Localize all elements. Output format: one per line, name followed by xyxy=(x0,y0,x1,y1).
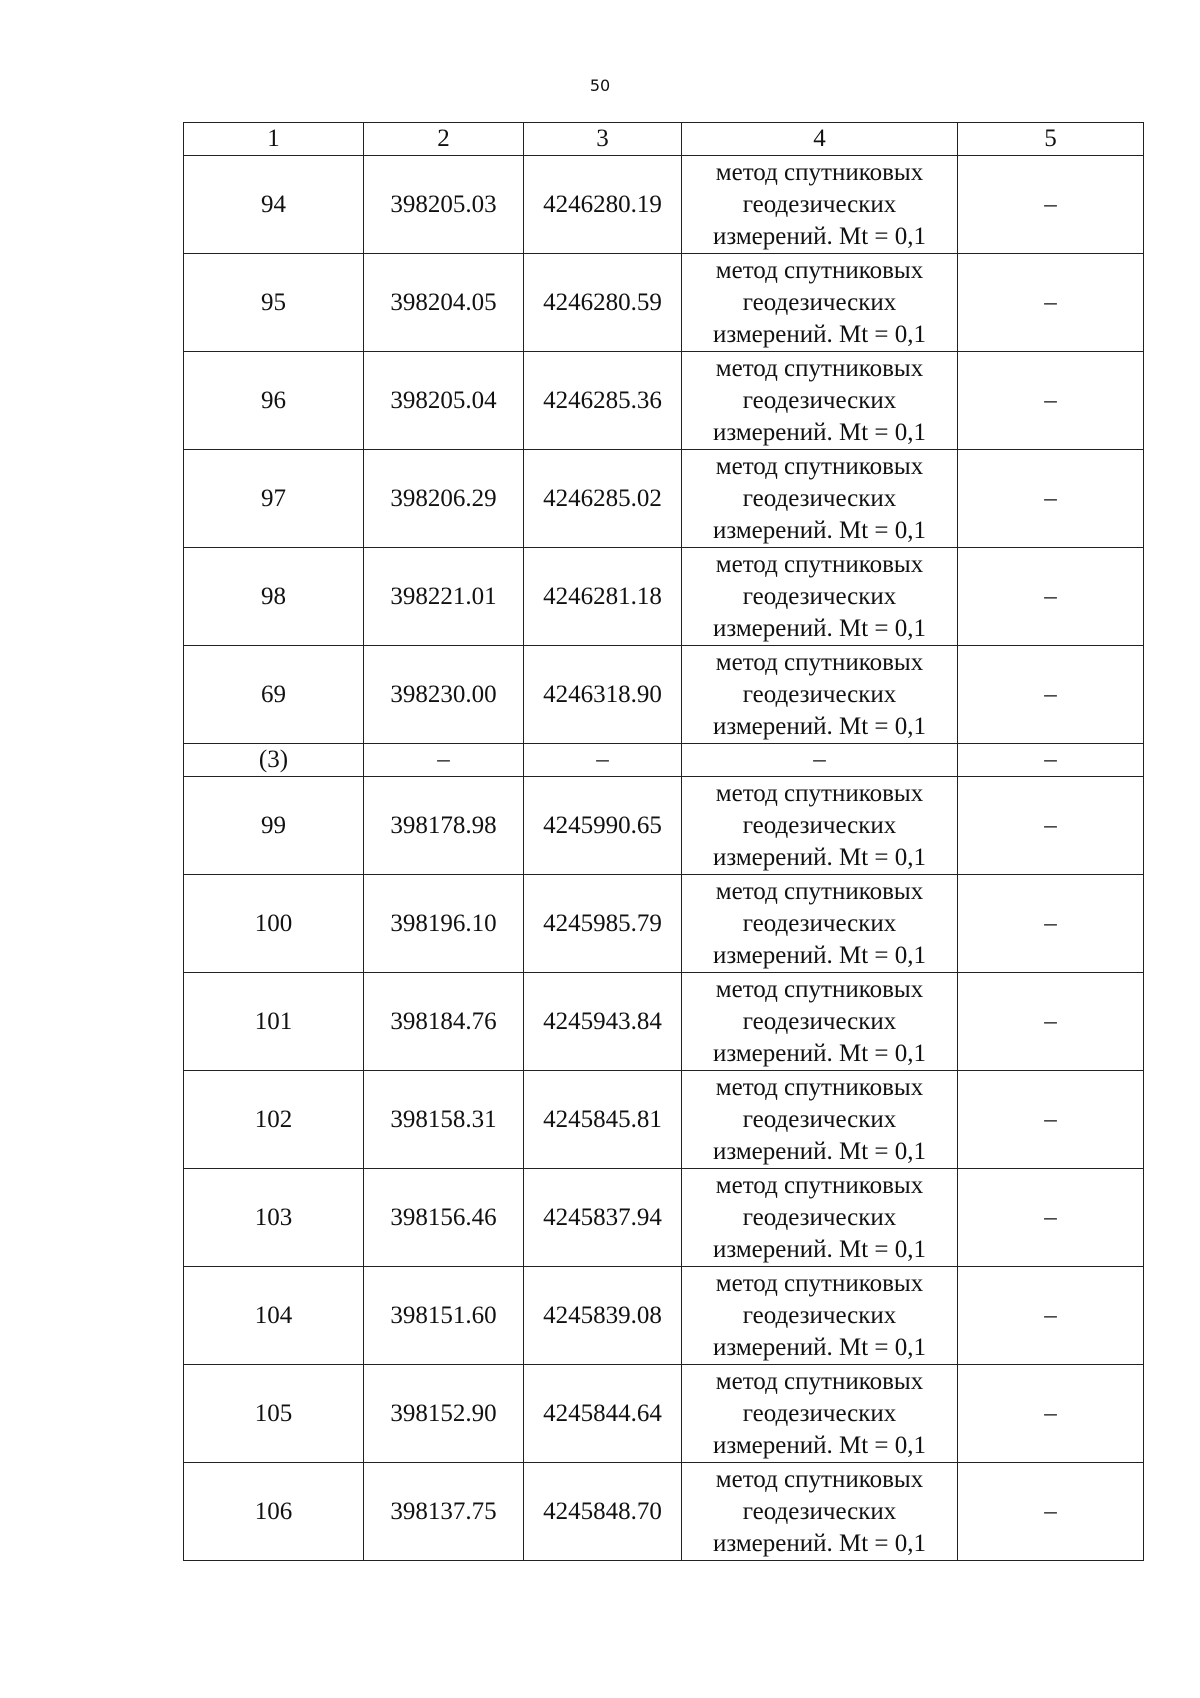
col5-cell: – xyxy=(958,646,1144,744)
table-row xyxy=(184,1169,1144,1267)
y-coordinate-cell: 4246318.90 xyxy=(524,646,682,744)
method-line: измерений. Mt = 0,1 xyxy=(712,418,927,446)
method-line: геодезических xyxy=(742,1497,897,1525)
method-cell xyxy=(682,1071,958,1169)
method-line: измерений. Mt = 0,1 xyxy=(712,1137,927,1165)
table-row xyxy=(184,352,1144,450)
method-cell xyxy=(682,450,958,548)
point-number-cell: 95 xyxy=(184,254,364,352)
y-coordinate-cell: 4246285.02 xyxy=(524,450,682,548)
method-cell xyxy=(682,973,958,1071)
x-coordinate-cell: 398205.03 xyxy=(364,156,524,254)
y-coordinate-cell: 4246280.59 xyxy=(524,254,682,352)
table-row xyxy=(184,450,1144,548)
y-coordinate-cell: 4246280.19 xyxy=(524,156,682,254)
method-line: метод спутниковых xyxy=(715,1367,924,1395)
method-line: метод спутниковых xyxy=(715,779,924,807)
point-number-cell: 101 xyxy=(184,973,364,1071)
method-cell: – xyxy=(682,744,958,777)
y-coordinate-cell: 4246285.36 xyxy=(524,352,682,450)
method-line: геодезических xyxy=(742,1105,897,1133)
y-coordinate-cell: 4245990.65 xyxy=(524,777,682,875)
table-row xyxy=(184,548,1144,646)
table-row xyxy=(184,1267,1144,1365)
method-line: метод спутниковых xyxy=(715,1269,924,1297)
table-row xyxy=(184,973,1144,1071)
table-row xyxy=(184,156,1144,254)
method-line: метод спутниковых xyxy=(715,158,924,186)
method-line: измерений. Mt = 0,1 xyxy=(712,222,927,250)
x-coordinate-cell: 398184.76 xyxy=(364,973,524,1071)
point-number-cell: 106 xyxy=(184,1463,364,1561)
method-line: геодезических xyxy=(742,386,897,414)
method-line: измерений. Mt = 0,1 xyxy=(712,941,927,969)
table-section-row xyxy=(184,744,1144,777)
col5-cell: – xyxy=(958,1463,1144,1561)
point-number-cell: 100 xyxy=(184,875,364,973)
method-cell xyxy=(682,1169,958,1267)
method-line: геодезических xyxy=(742,811,897,839)
point-number-cell: 97 xyxy=(184,450,364,548)
method-line: геодезических xyxy=(742,909,897,937)
y-coordinate-cell: 4245844.64 xyxy=(524,1365,682,1463)
x-coordinate-cell: 398204.05 xyxy=(364,254,524,352)
x-coordinate-cell: 398152.90 xyxy=(364,1365,524,1463)
header-col-4: 4 xyxy=(682,123,958,156)
method-line: измерений. Mt = 0,1 xyxy=(712,1235,927,1263)
method-line: метод спутниковых xyxy=(715,877,924,905)
point-number-cell: 94 xyxy=(184,156,364,254)
point-number-cell: 104 xyxy=(184,1267,364,1365)
table-row xyxy=(184,1463,1144,1561)
method-line: геодезических xyxy=(742,680,897,708)
method-cell xyxy=(682,875,958,973)
y-coordinate-cell: 4245985.79 xyxy=(524,875,682,973)
col5-cell: – xyxy=(958,352,1144,450)
method-cell xyxy=(682,156,958,254)
table-body xyxy=(184,156,1144,1561)
table-header-row xyxy=(184,123,1144,156)
col5-cell: – xyxy=(958,450,1144,548)
table-row xyxy=(184,1071,1144,1169)
point-number-cell: 105 xyxy=(184,1365,364,1463)
x-coordinate-cell: 398178.98 xyxy=(364,777,524,875)
method-cell xyxy=(682,646,958,744)
page-number: 50 xyxy=(589,76,611,95)
header-col-1: 1 xyxy=(184,123,364,156)
method-line: метод спутниковых xyxy=(715,452,924,480)
method-line: измерений. Mt = 0,1 xyxy=(712,614,927,642)
col5-cell: – xyxy=(958,548,1144,646)
method-line: метод спутниковых xyxy=(715,1171,924,1199)
method-line: метод спутниковых xyxy=(715,975,924,1003)
method-line: геодезических xyxy=(742,190,897,218)
col5-cell: – xyxy=(958,1169,1144,1267)
method-line: геодезических xyxy=(742,288,897,316)
method-line: измерений. Mt = 0,1 xyxy=(712,1333,927,1361)
point-number-cell: 96 xyxy=(184,352,364,450)
x-coordinate-cell: 398151.60 xyxy=(364,1267,524,1365)
table-row xyxy=(184,646,1144,744)
x-coordinate-cell: 398158.31 xyxy=(364,1071,524,1169)
method-line: метод спутниковых xyxy=(715,1073,924,1101)
col5-cell: – xyxy=(958,1267,1144,1365)
method-line: геодезических xyxy=(742,484,897,512)
method-line: измерений. Mt = 0,1 xyxy=(712,1039,927,1067)
y-coordinate-cell: – xyxy=(524,744,682,777)
method-line: геодезических xyxy=(742,1203,897,1231)
col5-cell: – xyxy=(958,156,1144,254)
col5-cell: – xyxy=(958,744,1144,777)
method-cell xyxy=(682,1463,958,1561)
y-coordinate-cell: 4245845.81 xyxy=(524,1071,682,1169)
method-line: геодезических xyxy=(742,1007,897,1035)
col5-cell: – xyxy=(958,777,1144,875)
point-number-cell: 69 xyxy=(184,646,364,744)
table-row xyxy=(184,875,1144,973)
point-number-cell: (3) xyxy=(184,744,364,777)
method-line: измерений. Mt = 0,1 xyxy=(712,1431,927,1459)
method-cell xyxy=(682,1267,958,1365)
method-line: геодезических xyxy=(742,1399,897,1427)
method-cell xyxy=(682,254,958,352)
y-coordinate-cell: 4245848.70 xyxy=(524,1463,682,1561)
method-line: метод спутниковых xyxy=(715,1465,924,1493)
method-line: измерений. Mt = 0,1 xyxy=(712,1529,927,1557)
method-line: геодезических xyxy=(742,1301,897,1329)
x-coordinate-cell: 398196.10 xyxy=(364,875,524,973)
col5-cell: – xyxy=(958,1071,1144,1169)
x-coordinate-cell: 398230.00 xyxy=(364,646,524,744)
method-line: метод спутниковых xyxy=(715,648,924,676)
col5-cell: – xyxy=(958,254,1144,352)
table-row xyxy=(184,1365,1144,1463)
method-cell xyxy=(682,777,958,875)
method-line: измерений. Mt = 0,1 xyxy=(712,712,927,740)
header-col-5: 5 xyxy=(958,123,1144,156)
method-line: измерений. Mt = 0,1 xyxy=(712,320,927,348)
y-coordinate-cell: 4245839.08 xyxy=(524,1267,682,1365)
header-col-3: 3 xyxy=(524,123,682,156)
y-coordinate-cell: 4246281.18 xyxy=(524,548,682,646)
table-row xyxy=(184,254,1144,352)
method-line: измерений. Mt = 0,1 xyxy=(712,516,927,544)
method-line: метод спутниковых xyxy=(715,256,924,284)
method-line: метод спутниковых xyxy=(715,354,924,382)
x-coordinate-cell: 398156.46 xyxy=(364,1169,524,1267)
table-row xyxy=(184,777,1144,875)
method-line: измерений. Mt = 0,1 xyxy=(712,843,927,871)
method-line: метод спутниковых xyxy=(715,550,924,578)
x-coordinate-cell: 398221.01 xyxy=(364,548,524,646)
method-cell xyxy=(682,352,958,450)
col5-cell: – xyxy=(958,1365,1144,1463)
point-number-cell: 99 xyxy=(184,777,364,875)
header-col-2: 2 xyxy=(364,123,524,156)
method-cell xyxy=(682,548,958,646)
x-coordinate-cell: 398205.04 xyxy=(364,352,524,450)
col5-cell: – xyxy=(958,973,1144,1071)
coordinates-table xyxy=(183,122,1144,1561)
method-cell xyxy=(682,1365,958,1463)
method-line: геодезических xyxy=(742,582,897,610)
x-coordinate-cell: – xyxy=(364,744,524,777)
y-coordinate-cell: 4245943.84 xyxy=(524,973,682,1071)
y-coordinate-cell: 4245837.94 xyxy=(524,1169,682,1267)
col5-cell: – xyxy=(958,875,1144,973)
point-number-cell: 98 xyxy=(184,548,364,646)
point-number-cell: 103 xyxy=(184,1169,364,1267)
x-coordinate-cell: 398206.29 xyxy=(364,450,524,548)
x-coordinate-cell: 398137.75 xyxy=(364,1463,524,1561)
point-number-cell: 102 xyxy=(184,1071,364,1169)
